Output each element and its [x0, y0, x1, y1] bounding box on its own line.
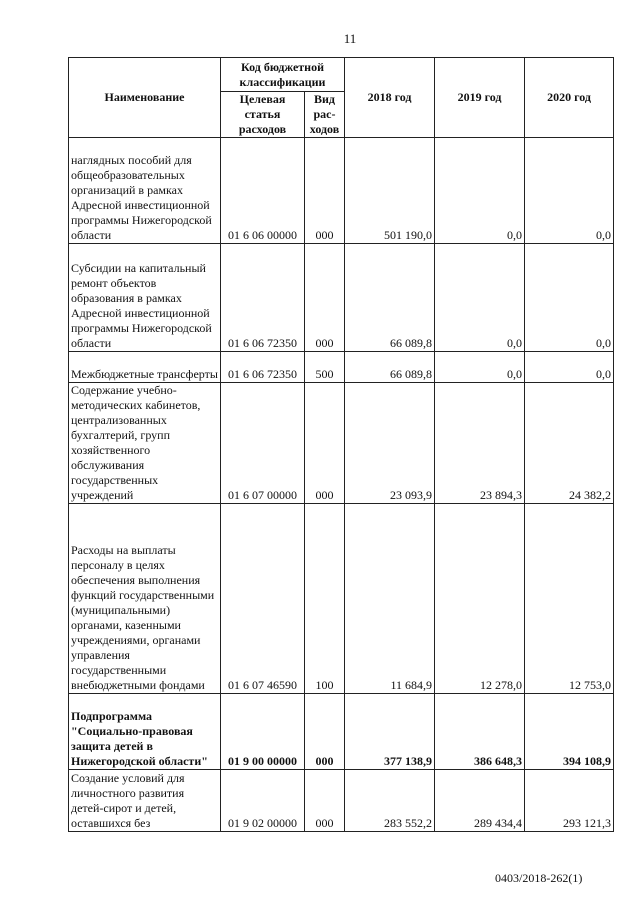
row-expense-type: 000	[305, 770, 345, 832]
row-expense-type: 000	[305, 383, 345, 504]
table-row	[69, 770, 614, 832]
row-2019: 386 648,3	[435, 694, 525, 770]
row-expense-type: 000	[305, 244, 345, 352]
row-name: Расходы на выплаты персоналу в целях обеспечения выполнения функций государственными (муниципальными) органами, казенными учреждениями, органами управления государственными внебюджетными фондами	[69, 504, 221, 694]
table-body	[69, 138, 614, 832]
header-code-group: Код бюджетной классификации	[221, 58, 345, 92]
table-row	[69, 504, 614, 694]
row-2018: 66 089,8	[345, 352, 435, 383]
row-name: Межбюджетные трансферты	[69, 352, 221, 383]
row-2018: 377 138,9	[345, 694, 435, 770]
row-2019: 12 278,0	[435, 504, 525, 694]
row-2019: 0,0	[435, 138, 525, 244]
header-name: Наименование	[69, 58, 221, 138]
budget-table	[68, 57, 614, 832]
row-target-article: 01 9 02 00000	[221, 770, 305, 832]
row-name: Субсидии на капитальный ремонт объектов образования в рамках Адресной инвестиционной программы Нижегородской области	[69, 244, 221, 352]
row-target-article: 01 6 06 00000	[221, 138, 305, 244]
row-target-article: 01 6 07 46590	[221, 504, 305, 694]
row-expense-type: 000	[305, 138, 345, 244]
row-2020: 24 382,2	[525, 383, 614, 504]
row-2019: 0,0	[435, 352, 525, 383]
table-row	[69, 244, 614, 352]
row-2020: 0,0	[525, 352, 614, 383]
row-2020: 394 108,9	[525, 694, 614, 770]
header-year-2020: 2020 год	[525, 58, 614, 138]
table-row	[69, 352, 614, 383]
row-2018: 66 089,8	[345, 244, 435, 352]
row-2018: 23 093,9	[345, 383, 435, 504]
row-2020: 12 753,0	[525, 504, 614, 694]
row-name: Содержание учебно-методических кабинетов, централизованных бухгалтерий, групп хозяйственного обслуживания государственных учреждений	[69, 383, 221, 504]
row-target-article: 01 6 07 00000	[221, 383, 305, 504]
row-2019: 289 434,4	[435, 770, 525, 832]
row-2019: 0,0	[435, 244, 525, 352]
row-2020: 0,0	[525, 244, 614, 352]
row-expense-type: 500	[305, 352, 345, 383]
table-row	[69, 138, 614, 244]
table-row	[69, 694, 614, 770]
document-code: 0403/2018-262(1)	[495, 871, 583, 885]
table-row	[69, 383, 614, 504]
row-2018: 501 190,0	[345, 138, 435, 244]
row-expense-type: 000	[305, 694, 345, 770]
row-target-article: 01 6 06 72350	[221, 352, 305, 383]
row-2020: 0,0	[525, 138, 614, 244]
row-2019: 23 894,3	[435, 383, 525, 504]
row-target-article: 01 6 06 72350	[221, 244, 305, 352]
header-target-article: Целевая статья расходов	[221, 92, 305, 138]
row-target-article: 01 9 00 00000	[221, 694, 305, 770]
header-year-2019: 2019 год	[435, 58, 525, 138]
row-name: наглядных пособий для общеобразовательных организаций в рамках Адресной инвестиционной программы Нижегородской области	[69, 138, 221, 244]
table-header	[69, 58, 614, 138]
row-2018: 11 684,9	[345, 504, 435, 694]
row-name: Создание условий для личностного развития детей-сирот и детей, оставшихся без	[69, 770, 221, 832]
header-expense-type: Вид рас-ходов	[305, 92, 345, 138]
row-expense-type: 100	[305, 504, 345, 694]
row-2020: 293 121,3	[525, 770, 614, 832]
page-number: 11	[343, 31, 357, 46]
row-name: Подпрограмма "Социально-правовая защита детей в Нижегородской области"	[69, 694, 221, 770]
header-year-2018: 2018 год	[345, 58, 435, 138]
row-2018: 283 552,2	[345, 770, 435, 832]
